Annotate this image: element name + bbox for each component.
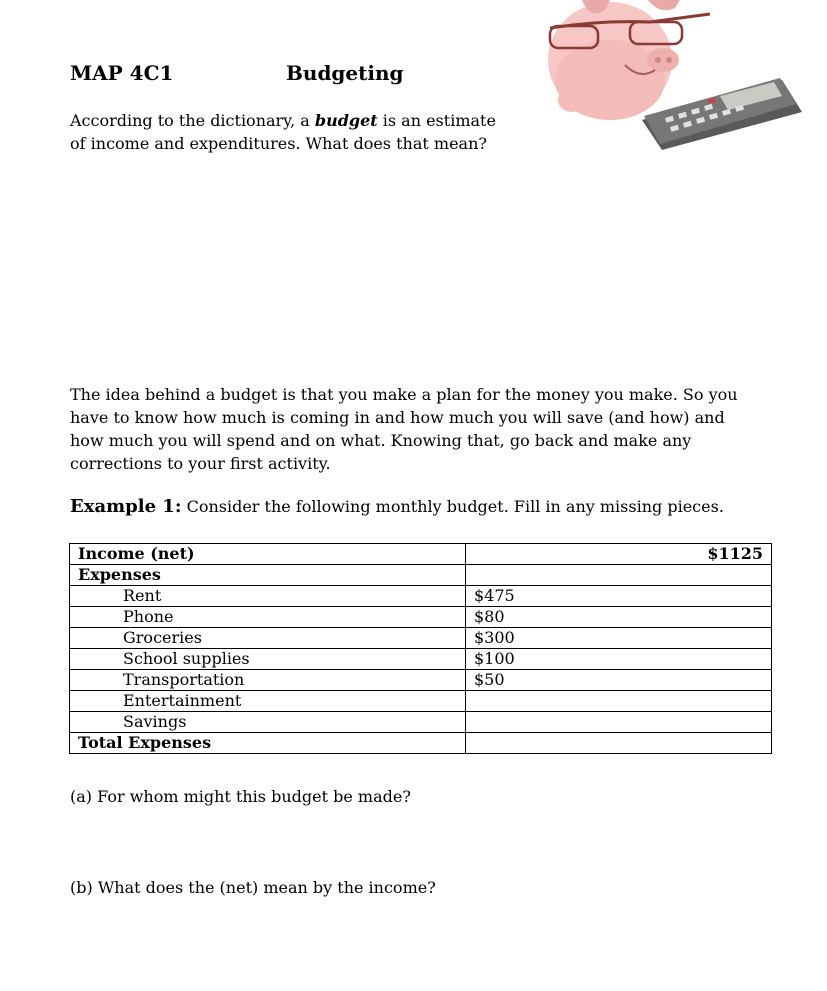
expense-label-entertainment: Entertainment (70, 691, 466, 712)
expense-value-transportation: $50 (466, 670, 772, 691)
piggy-bank-calculator-illustration (530, 0, 827, 160)
expense-label-phone: Phone (70, 607, 466, 628)
question-a: (a) For whom might this budget be made? (70, 787, 411, 806)
table-row (70, 649, 772, 670)
expense-label-groceries: Groceries (70, 628, 466, 649)
table-row (70, 691, 772, 712)
expense-label-savings: Savings (70, 712, 466, 733)
income-value: $1125 (466, 544, 772, 565)
expense-value-savings[interactable] (466, 712, 772, 733)
expense-value-groceries: $300 (466, 628, 772, 649)
expenses-label: Expenses (70, 565, 466, 586)
total-expenses-value[interactable] (466, 733, 772, 754)
table-row (70, 586, 772, 607)
table-row (70, 670, 772, 691)
expense-value-school-supplies: $100 (466, 649, 772, 670)
course-code: MAP 4C1 (70, 61, 174, 85)
expense-value-entertainment[interactable] (466, 691, 772, 712)
calculator-icon (642, 78, 802, 150)
expenses-value[interactable] (466, 565, 772, 586)
expense-value-phone: $80 (466, 607, 772, 628)
table-row (70, 628, 772, 649)
budget-table (69, 543, 772, 754)
example-label: Example 1: (70, 496, 182, 517)
total-expenses-label: Total Expenses (70, 733, 466, 754)
example-heading (70, 495, 770, 518)
expense-value-rent: $475 (466, 586, 772, 607)
intro-paragraph: According to the dictionary, a budget is an estimate of income and expenditures. What does that mean? (70, 111, 496, 153)
example-instructions: Consider the following monthly budget. Fill in any missing pieces. (181, 497, 724, 516)
table-row (70, 544, 772, 565)
idea-paragraph: The idea behind a budget is that you make a plan for the money you make. So you have to know how much is coming in and how much you will save (and how) and how much you will spend and on what. Knowing that, go back and make any corrections to your first activity. (70, 385, 738, 473)
table-row (70, 712, 772, 733)
expense-label-rent: Rent (70, 586, 466, 607)
page-title: Budgeting (286, 61, 404, 85)
expense-label-transportation: Transportation (70, 670, 466, 691)
income-label: Income (net) (70, 544, 466, 565)
table-row (70, 607, 772, 628)
expense-label-school-supplies: School supplies (70, 649, 466, 670)
table-row (70, 565, 772, 586)
question-b: (b) What does the (net) mean by the income? (70, 878, 436, 897)
table-row (70, 733, 772, 754)
piggy-bank-icon (548, 0, 680, 120)
budget-term: budget (314, 111, 378, 130)
